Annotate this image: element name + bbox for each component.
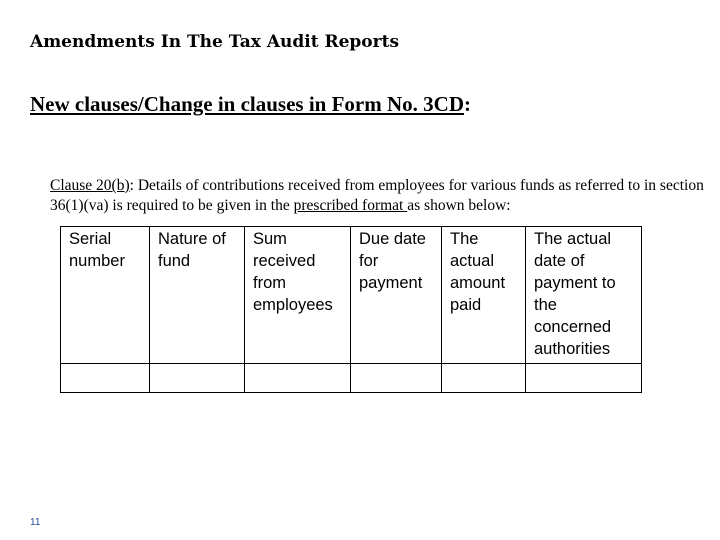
- table-cell: [245, 364, 351, 393]
- subtitle-colon: :: [464, 92, 471, 116]
- contributions-table: [60, 226, 642, 393]
- table-cell: [526, 364, 642, 393]
- table-cell: [61, 364, 150, 393]
- page-number: 11: [30, 517, 41, 528]
- clause-description: [50, 176, 710, 216]
- header-actual-amount: The actual amount paid: [442, 227, 526, 364]
- prescribed-format-text: prescribed format: [293, 197, 408, 214]
- header-actual-date: The actual date of payment to the concerned authorities: [526, 227, 642, 364]
- table-cell: [351, 364, 442, 393]
- table-header-row: [61, 227, 642, 364]
- table-row: [61, 364, 642, 393]
- clause-reference: Clause 20(b): [50, 177, 130, 194]
- clause-text-part-1: : Details of contributions received from employees for various funds as referred to in section 36(1)(va) is required to be given in the: [50, 177, 704, 214]
- header-due-date: Due date for payment: [351, 227, 442, 364]
- header-nature-of-fund: Nature of fund: [150, 227, 245, 364]
- slide-subtitle: [30, 92, 471, 117]
- header-serial-number: Serial number: [61, 227, 150, 364]
- table-cell: [442, 364, 526, 393]
- clause-text-part-2: as shown below:: [407, 197, 511, 214]
- slide-title: Amendments In The Tax Audit Reports: [30, 32, 400, 52]
- subtitle-text: New clauses/Change in clauses in Form No. 3CD: [30, 92, 464, 116]
- table-cell: [150, 364, 245, 393]
- header-sum-received: Sum received from employees: [245, 227, 351, 364]
